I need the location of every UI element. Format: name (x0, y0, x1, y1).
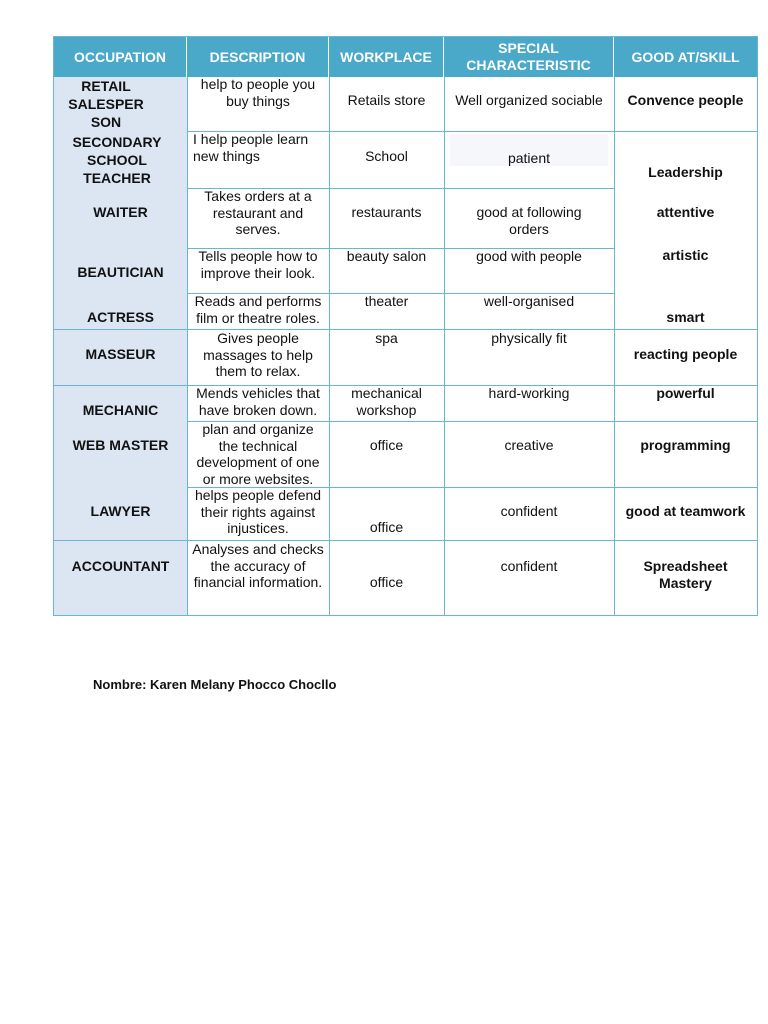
description-secondary-school-teacher: I help people learn new things (193, 131, 309, 164)
description-waiter: Takes orders at a restaurant and serves. (204, 188, 312, 237)
occupation-secondary-school-teacher: SECONDARY SCHOOL TEACHER (72, 134, 162, 186)
description-beautician: Tells people how to improve their look. (198, 248, 318, 281)
occupation-retail-salesperson: RETAIL SALESPER SON (68, 78, 144, 130)
occupation-beautician: BEAUTICIAN (77, 264, 164, 280)
occupation-waiter: WAITER (93, 204, 148, 220)
description-accountant: Analyses and checks the accuracy of financial information. (192, 541, 324, 590)
description-actress: Reads and performs film or theatre roles. (194, 293, 322, 326)
skill-lawyer: good at teamwork (625, 503, 746, 519)
special-actress: well-organised (483, 293, 575, 309)
skill-beautician: artistic (662, 247, 709, 263)
description-retail-salesperson: help to people you buy things (200, 76, 316, 109)
occupation-lawyer: LAWYER (90, 503, 151, 519)
special-mechanic: hard-working (488, 385, 570, 401)
special-masseur: physically fit (491, 330, 567, 346)
table-header-row (54, 37, 757, 77)
header-good-at-skill: GOOD AT/SKILL (631, 48, 740, 65)
skill-web-master: programming (640, 437, 731, 453)
description-masseur: Gives people massages to help them to relax. (203, 330, 313, 379)
workplace-waiter: restaurants (351, 204, 422, 220)
description-web-master: plan and organize the technical development of one or more websites. (196, 421, 320, 487)
header-workplace: WORKPLACE (329, 37, 444, 77)
workplace-secondary-school-teacher: School (365, 148, 408, 164)
occupations-table (53, 36, 758, 616)
workplace-web-master: office (369, 437, 404, 453)
description-lawyer: helps people defend their rights against injustices. (194, 487, 322, 536)
skill-retail-salesperson: Convence people (627, 92, 744, 108)
grid-line (54, 540, 757, 541)
workplace-lawyer: office (369, 519, 404, 535)
skill-accountant: Spreadsheet Mastery (643, 558, 728, 591)
header-occupation: OCCUPATION (54, 37, 187, 77)
workplace-accountant: office (369, 574, 404, 590)
skill-actress: smart (666, 309, 705, 325)
special-secondary-school-teacher: patient (507, 150, 551, 166)
skill-secondary-school-teacher: Leadership (648, 164, 723, 180)
skill-masseur: reacting people (633, 346, 738, 362)
workplace-actress: theater (364, 293, 409, 309)
special-web-master: creative (504, 437, 554, 453)
occupation-masseur: MASSEUR (85, 346, 156, 362)
header-description: DESCRIPTION (187, 37, 329, 77)
occupation-actress: ACTRESS (87, 309, 154, 325)
occupation-mechanic: MECHANIC (82, 402, 159, 418)
description-mechanic: Mends vehicles that have broken down. (196, 385, 320, 418)
workplace-beautician: beauty salon (346, 248, 427, 264)
special-accountant: confident (500, 558, 558, 574)
grid-line (614, 131, 757, 132)
special-retail-salesperson: Well organized sociable (455, 92, 603, 108)
workplace-retail-salesperson: Retails store (347, 92, 426, 108)
skill-mechanic: powerful (656, 385, 715, 401)
workplace-masseur: spa (375, 330, 398, 346)
header-special-characteristic: SPECIAL CHARACTERISTIC (444, 37, 614, 77)
skill-waiter: attentive (656, 204, 715, 220)
grid-line (187, 77, 188, 615)
student-name: Nombre: Karen Melany Phocco Chocllo (93, 677, 337, 692)
workplace-mechanic: mechanical workshop (351, 385, 422, 418)
special-lawyer: confident (500, 503, 558, 519)
special-waiter: good at following orders (476, 204, 582, 237)
special-beautician: good with people (476, 248, 582, 264)
occupation-web-master: WEB MASTER (72, 437, 169, 453)
occupation-accountant: ACCOUNTANT (71, 558, 170, 574)
